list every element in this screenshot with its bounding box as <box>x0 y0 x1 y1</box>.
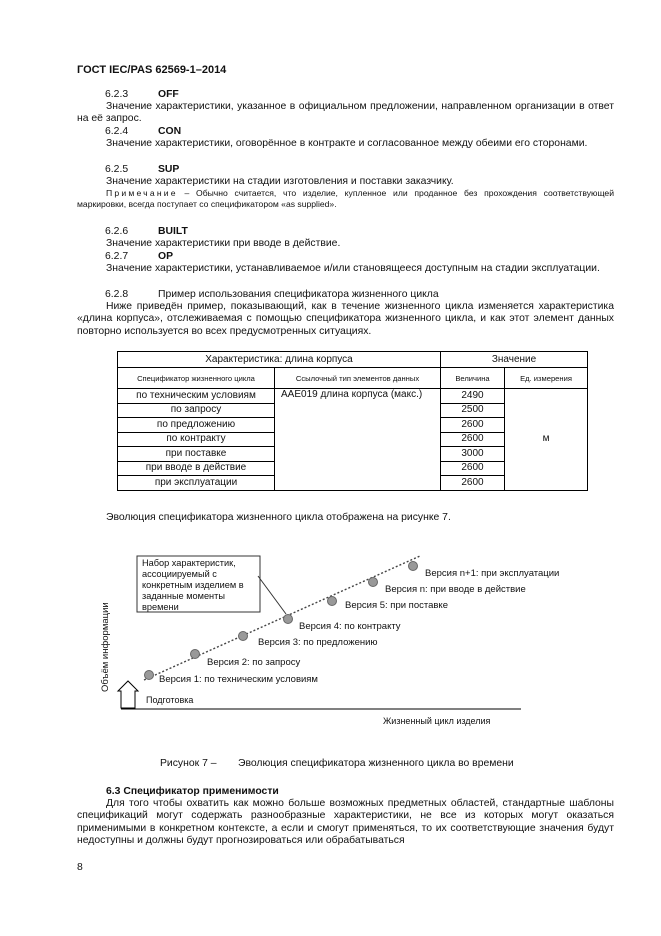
start-label: Подготовка <box>146 695 194 705</box>
section-number: 6.2.8 <box>105 289 129 300</box>
cell-value: 2600 <box>441 418 505 433</box>
section-code: CON <box>158 126 182 137</box>
doc-header: ГОСТ IEC/PAS 62569-1–2014 <box>77 64 227 76</box>
section-number: 6.2.3 <box>105 89 129 100</box>
table-header-value: Значение <box>441 352 588 368</box>
y-axis-label: Объём информации <box>100 602 111 692</box>
cell-specifier: при поставке <box>118 447 275 462</box>
version-point-4 <box>284 615 293 624</box>
section-number: 6.2.4 <box>105 126 129 137</box>
caption-number: Рисунок 7 – <box>160 758 217 769</box>
section-6-2-5-text: Значение характеристики на стадии изготовления и поставки заказчику. <box>106 176 454 187</box>
section-6-2-3-text: Значение характеристики, указанное в официальном предложении, направленном организации в ответ на её запрос. <box>77 101 614 125</box>
cell-value: 2490 <box>441 389 505 404</box>
version-label-1: Версия 1: по техническим условиям <box>159 674 318 685</box>
version-point-1 <box>145 671 154 680</box>
callout-line-2: ассоциируемый с <box>142 569 217 579</box>
col-header-unit: Ед. измерения <box>505 368 588 389</box>
section-6-2-6-text: Значение характеристики при вводе в действие. <box>106 238 341 249</box>
version-label-3: Версия 3: по предложению <box>258 637 378 648</box>
callout-line-4: заданные моменты <box>142 591 225 601</box>
caption-text: Эволюция спецификатора жизненного цикла во времени <box>238 758 514 769</box>
cell-value: 2600 <box>441 461 505 476</box>
version-label-2: Версия 2: по запросу <box>207 657 301 668</box>
section-code: SUP <box>158 164 180 175</box>
section-number: 6.2.6 <box>105 226 129 237</box>
cell-value: 3000 <box>441 447 505 462</box>
cell-value: 2500 <box>441 403 505 418</box>
section-code: OFF <box>158 89 179 100</box>
version-label-n1: Версия n+1: при эксплуатации <box>425 568 560 579</box>
cell-unit: м <box>505 389 588 491</box>
callout-line-1: Набор характеристик, <box>142 558 236 568</box>
version-point-2 <box>191 650 200 659</box>
section-6-2-8-text: Ниже приведён пример, показывающий, как в течение жизненного цикла изменяется характеристика «длина корпуса», отслеживаемая с помощью спецификатора жизненного цикла, и как этот элемент данных повторно используется во всех предусмотренных ситуациях. <box>77 301 614 337</box>
table-header-characteristic: Характеристика: длина корпуса <box>118 352 441 368</box>
cell-value: 2600 <box>441 432 505 447</box>
col-header-ref-type: Ссылочный тип элементов данных <box>275 368 441 389</box>
section-code: OP <box>158 251 174 262</box>
cell-specifier: по техническим условиям <box>118 389 275 404</box>
ref-type-text: AAE019 длина корпуса (макс.) <box>281 389 423 400</box>
callout-line-5: времени <box>142 602 179 612</box>
section-code: BUILT <box>158 226 188 237</box>
figure-intro: Эволюция спецификатора жизненного цикла отображена на рисунке 7. <box>106 512 451 523</box>
version-label-n: Версия n: при вводе в действие <box>385 584 526 595</box>
version-point-3 <box>239 632 248 641</box>
version-point-n <box>369 578 378 587</box>
col-header-specifier: Спецификатор жизненного цикла <box>118 368 275 389</box>
version-label-4: Версия 4: по контракту <box>299 621 401 632</box>
section-6-2-7-text: Значение характеристики, устанавливаемое и/или становящееся доступным на стадии эксплуатации. <box>106 263 600 274</box>
note-text: – Обычно считается, что изделие, купленное или проданное без прохождения соответствующей маркировки, всегда поступает со спецификатором «as supplied». <box>77 188 614 209</box>
callout-pointer <box>258 576 286 614</box>
note-label: Примечание <box>106 188 178 198</box>
callout-line-3: конкретным изделием в <box>142 580 244 590</box>
version-point-n1 <box>409 562 418 571</box>
x-axis-label: Жизненный цикл изделия <box>383 716 491 726</box>
section-title: Пример использования спецификатора жизненного цикла <box>158 289 439 300</box>
cell-specifier: при вводе в действие <box>118 461 275 476</box>
section-number: 6.2.5 <box>105 164 129 175</box>
start-arrow <box>118 681 138 708</box>
section-6-3-text: Для того чтобы охватить как можно больше возможных предметных областей, стандартные шаблоны спецификаций могут содержать разнообразные характеристики, не все из которых могут оказаться применимыми в конкретном контексте, а если и смогут применяться, то их соответствующие значения будут недоступны и должны будут прогнозироваться или обрабатываться <box>77 798 614 847</box>
section-number: 6.2.7 <box>105 251 129 262</box>
cell-specifier: по запросу <box>118 403 275 418</box>
col-header-quantity: Величина <box>441 368 505 389</box>
cell-value: 2600 <box>441 476 505 491</box>
cell-specifier: по предложению <box>118 418 275 433</box>
version-point-5 <box>328 597 337 606</box>
cell-specifier: по контракту <box>118 432 275 447</box>
section-6-3-title: 6.3 Спецификатор применимости <box>106 786 279 797</box>
cell-specifier: при эксплуатации <box>118 476 275 491</box>
version-label-5: Версия 5: при поставке <box>345 600 448 611</box>
figure-caption <box>160 758 514 770</box>
section-6-2-4-text: Значение характеристики, оговорённое в контракте и согласованное между обеими его сторонами. <box>106 138 588 149</box>
page-number: 8 <box>77 862 83 873</box>
